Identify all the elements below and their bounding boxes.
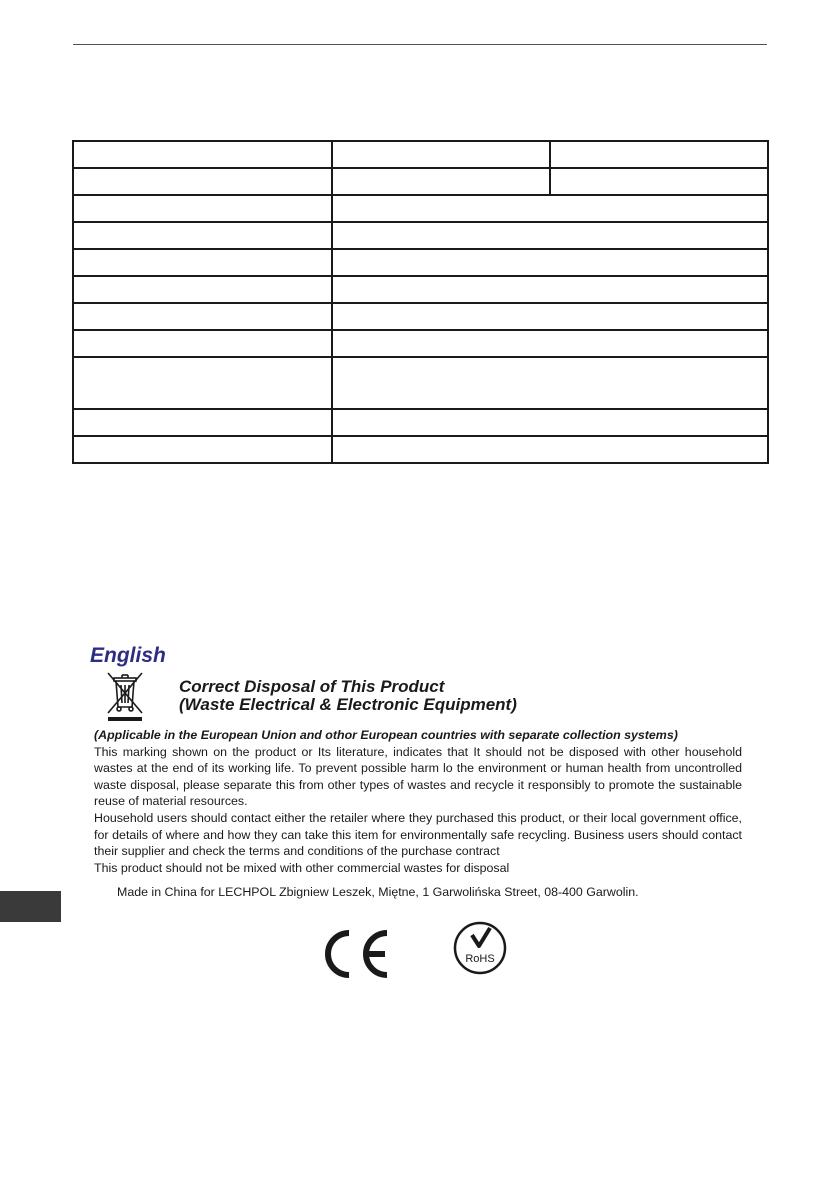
spec-table-cell xyxy=(73,357,332,409)
spec-table-row xyxy=(73,330,768,357)
rohs-label: RoHS xyxy=(465,953,495,965)
disposal-title xyxy=(179,678,517,714)
spec-table-cell xyxy=(73,168,332,195)
header-rule xyxy=(73,44,767,45)
spec-table-cell xyxy=(73,249,332,276)
spec-table-cell xyxy=(73,195,332,222)
disposal-title-line-2: (Waste Electrical & Electronic Equipment) xyxy=(179,695,517,714)
spec-table-cell xyxy=(73,222,332,249)
spec-table xyxy=(72,140,769,464)
spec-table-row xyxy=(73,303,768,330)
spec-table-row xyxy=(73,436,768,463)
disposal-paragraph-2: Household users should contact either the retailer where they purchased this product, or their local government office, for details of where and how they can take this item for environmentally safe recycling. Business users should contact their supplier and check the terms and conditions of the purchase contract xyxy=(94,810,742,859)
spec-table-cell xyxy=(73,409,332,436)
rohs-mark-icon xyxy=(452,920,508,976)
spec-table-row xyxy=(73,168,768,195)
spec-table-cell xyxy=(332,330,768,357)
spec-table-cell xyxy=(73,276,332,303)
spec-table-body xyxy=(73,141,768,463)
ce-mark-icon xyxy=(321,929,391,979)
spec-table-cell xyxy=(550,168,768,195)
spec-table-cell xyxy=(332,195,768,222)
manufacturer-note: Made in China for LECHPOL Zbigniew Leszek, Miętne, 1 Garwolińska Street, 08-400 Garwolin. xyxy=(117,885,639,899)
spec-table-row xyxy=(73,409,768,436)
disposal-scope: (Applicable in the European Union and othor European countries with separate collection systems) xyxy=(94,728,678,742)
spec-table-row xyxy=(73,249,768,276)
spec-table-cell xyxy=(332,357,768,409)
spec-table-row xyxy=(73,222,768,249)
spec-table-cell xyxy=(332,249,768,276)
crossed-out-wheelie-bin-icon xyxy=(100,669,150,724)
spec-table-cell xyxy=(332,409,768,436)
spec-table-cell xyxy=(73,141,332,168)
spec-table-cell xyxy=(332,276,768,303)
spec-table-cell xyxy=(73,436,332,463)
language-heading: English xyxy=(90,644,166,667)
disposal-text xyxy=(94,727,742,876)
spec-table-cell xyxy=(332,141,550,168)
disposal-paragraph-3: This product should not be mixed with other commercial wastes for disposal xyxy=(94,860,510,875)
spec-table-row xyxy=(73,357,768,409)
spec-table-row xyxy=(73,141,768,168)
spec-table-cell xyxy=(73,330,332,357)
spec-table-row xyxy=(73,195,768,222)
spec-table-cell xyxy=(73,303,332,330)
spec-table-cell xyxy=(332,168,550,195)
spec-table-cell xyxy=(550,141,768,168)
side-language-tab xyxy=(0,891,61,922)
spec-table-cell xyxy=(332,436,768,463)
disposal-title-line-1: Correct Disposal of This Product xyxy=(179,677,445,696)
disposal-paragraph-1: This marking shown on the product or Its literature, indicates that It should not be disposed with other household wastes at the end of its working life. To prevent possible harm lo the environment or human health from uncontrolled waste disposal, please separate this from other types of wastes and recycle it responsibly to promote the sustainable reuse of material resources. xyxy=(94,744,742,809)
spec-table-cell xyxy=(332,222,768,249)
spec-table-cell xyxy=(332,303,768,330)
spec-table-row xyxy=(73,276,768,303)
